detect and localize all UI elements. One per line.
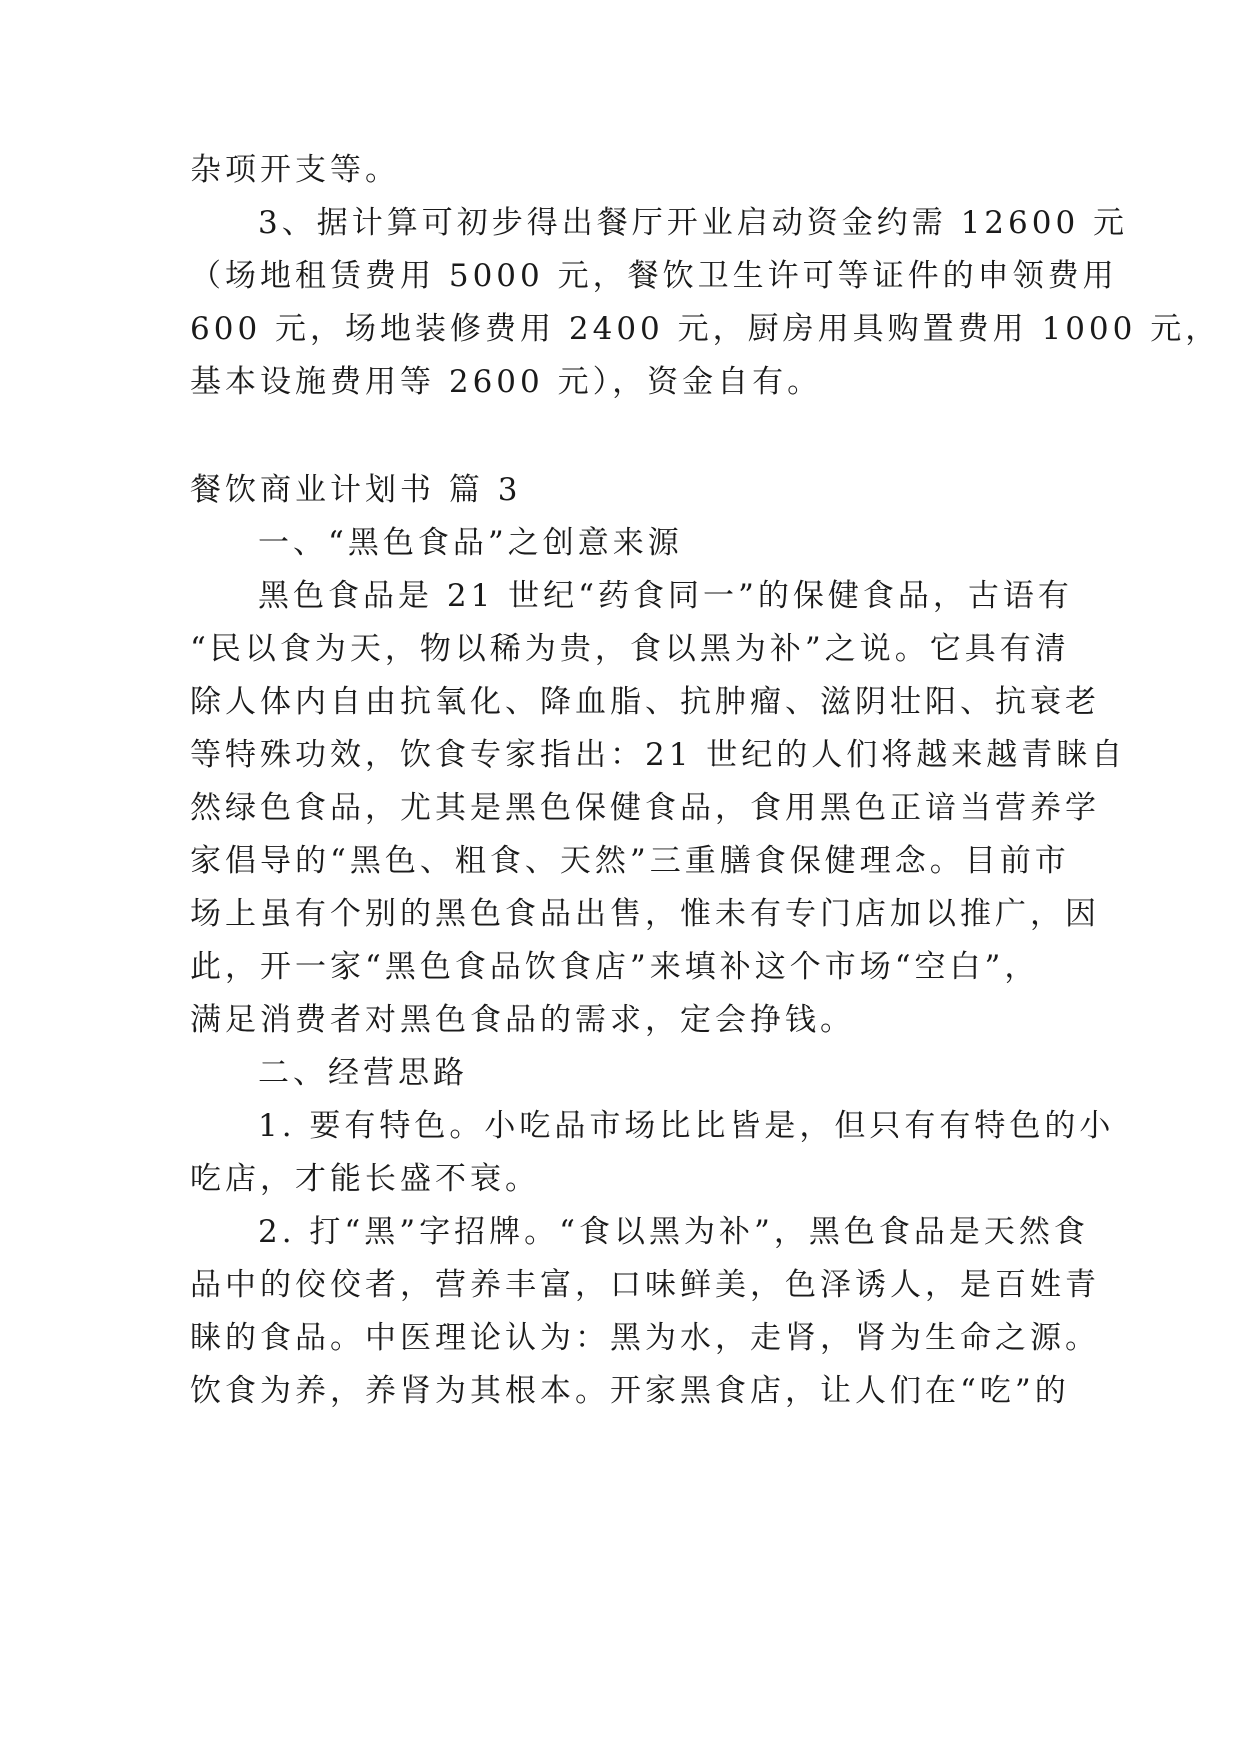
text-line: 品中的佼佼者，营养丰富，口味鲜美，色泽诱人，是百姓青: [190, 1267, 1100, 1303]
text-line: 2. 打“黑”字招牌。“食以黑为补”，黑色食品是天然食: [258, 1214, 1089, 1250]
text-line: 然绿色食品，尤其是黑色保健食品，食用黑色正谙当营养学: [190, 790, 1100, 826]
text-line: 600 元，场地装修费用 2400 元，厨房用具购置费用 1000 元，: [190, 311, 1221, 347]
text-line: 基本设施费用等 2600 元），资金自有。: [190, 364, 823, 400]
text-line: 睐的食品。中医理论认为：黑为水，走肾，肾为生命之源。: [190, 1320, 1100, 1356]
text-line: 饮食为养，养肾为其根本。开家黑食店，让人们在“吃”的: [190, 1373, 1070, 1409]
text-line: 等特殊功效，饮食专家指出：21 世纪的人们将越来越青睐自: [190, 737, 1127, 773]
text-line: “民以食为天，物以稀为贵，食以黑为补”之说。它具有清: [190, 631, 1070, 667]
text-line: 满足消费者对黑色食品的需求，定会挣钱。: [190, 1002, 855, 1038]
text-line: 吃店，才能长盛不衰。: [190, 1161, 540, 1197]
text-line: 3、据计算可初步得出餐厅开业启动资金约需 12600 元: [258, 205, 1129, 241]
text-line: 家倡导的“黑色、粗食、天然”三重膳食保健理念。目前市: [190, 843, 1070, 879]
text-line: 除人体内自由抗氧化、降血脂、抗肿瘤、滋阴壮阳、抗衰老: [190, 684, 1100, 720]
text-line: 黑色食品是 21 世纪“药食同一”的保健食品，古语有: [258, 578, 1073, 614]
text-line: 1. 要有特色。小吃品市场比比皆是，但只有有特色的小: [258, 1108, 1115, 1144]
text-line: 场上虽有个别的黑色食品出售，惟未有专门店加以推广，因: [190, 896, 1100, 932]
section-heading: 一、“黑色食品”之创意来源: [258, 525, 683, 561]
text-line: （场地租赁费用 5000 元，餐饮卫生许可等证件的申领费用: [190, 258, 1118, 294]
text-line: 杂项开支等。: [190, 152, 400, 188]
section-title: 餐饮商业计划书 篇 3: [190, 472, 522, 508]
text-line: 此，开一家“黑色食品饮食店”来填补这个市场“空白”，: [190, 949, 1040, 985]
section-heading: 二、经营思路: [258, 1055, 468, 1091]
